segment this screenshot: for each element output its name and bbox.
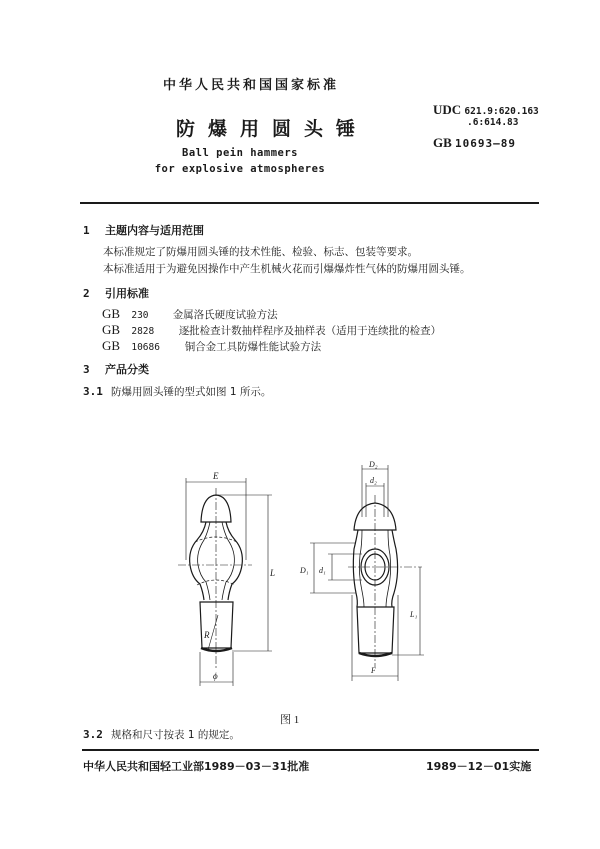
section-title: 产品分类 (105, 363, 149, 376)
implementation-date: 1989－12－01实施 (426, 760, 532, 773)
section-title: 引用标准 (105, 287, 149, 300)
approval-statement: 中华人民共和国轻工业部1989－03－31批准 (83, 760, 310, 773)
clause-text: 防爆用圆头锤的型式如图 1 所示。 (111, 386, 272, 398)
clause-3-1 (83, 384, 271, 399)
figure-caption: 图 1 (280, 714, 300, 726)
english-title-line1: Ball pein hammers (182, 147, 298, 159)
gb-label: GB (433, 135, 452, 150)
clause-number: 3.1 (83, 385, 103, 398)
reference-code: 2828 (131, 326, 155, 337)
reference-prefix: GB (102, 322, 121, 337)
dimension-label-e: E (213, 471, 219, 481)
reference-item (102, 322, 441, 338)
header-divider (80, 202, 539, 204)
clause-text: 规格和尺寸按表 1 的规定。 (111, 729, 240, 741)
footer-divider (82, 749, 539, 751)
reference-prefix: GB (102, 306, 121, 321)
reference-item (102, 306, 278, 322)
section-number: 2 (83, 287, 90, 300)
dimension-label-d2-inner: d₂ (370, 476, 377, 485)
dimension-label-l1: L₁ (410, 610, 418, 619)
reference-title: 铜合金工具防爆性能试验方法 (184, 341, 322, 353)
reference-item (102, 338, 321, 354)
section-1-paragraph-1: 本标准规定了防爆用圆头锤的技术性能、检验、标志、包装等要求。 (103, 246, 418, 258)
dimension-label-d1-outer: D₁ (300, 566, 309, 575)
section-title: 主题内容与适用范围 (105, 224, 204, 237)
section-2-heading (83, 285, 149, 301)
clause-number: 3.2 (83, 728, 103, 741)
udc-line2: .6:614.83 (467, 117, 519, 128)
standard-number (433, 135, 516, 151)
dimension-label-d2-outer: D₂ (369, 460, 378, 469)
reference-prefix: GB (102, 338, 121, 353)
issuing-authority: 中华人民共和国国家标准 (163, 78, 340, 93)
udc-classification (433, 102, 539, 118)
section-1-heading (83, 222, 204, 238)
hammer-side-view-drawing (290, 455, 430, 685)
dimension-label-f: F (371, 666, 376, 675)
gb-number: 10693—89 (455, 137, 517, 150)
english-title (150, 145, 330, 177)
reference-code: 10686 (131, 342, 160, 353)
dimension-label-r: R (204, 630, 210, 640)
udc-line1: 621.9:620.163 (464, 106, 539, 117)
dimension-label-phi: ϕ (213, 671, 218, 681)
section-number: 3 (83, 363, 90, 376)
dimension-label-l: L (270, 568, 276, 578)
section-1-paragraph-2: 本标准适用于为避免因操作中产生机械火花而引爆爆炸性气体的防爆用圆头锤。 (103, 263, 471, 275)
section-number: 1 (83, 224, 90, 237)
reference-title: 逐批检查计数抽样程序及抽样表（适用于连续批的检查） (178, 325, 442, 337)
hammer-front-view-drawing (170, 470, 300, 690)
clause-3-2 (83, 727, 240, 742)
udc-label: UDC (433, 102, 462, 117)
document-title: 防爆用圆头锤 (176, 118, 369, 140)
section-3-heading (83, 361, 149, 377)
english-title-line2: for explosive atmospheres (154, 163, 326, 175)
reference-code: 230 (131, 310, 149, 321)
dimension-label-d1-inner: d₁ (319, 566, 326, 575)
reference-title: 金属洛氏硬度试验方法 (172, 309, 278, 321)
